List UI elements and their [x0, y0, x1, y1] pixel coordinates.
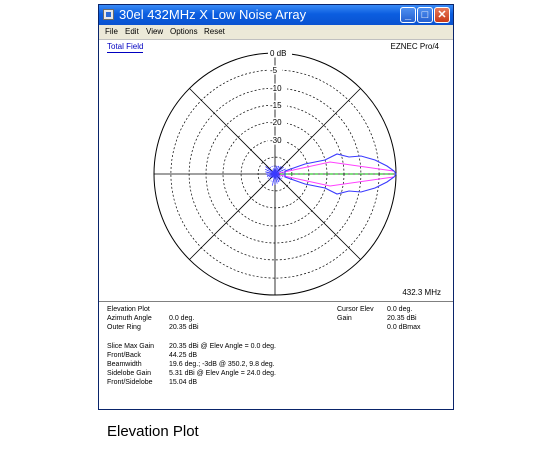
- eznec-window: [98, 4, 454, 410]
- menu-reset[interactable]: Reset: [204, 27, 225, 36]
- sidelobe-gain-value: 5.31 dBi @ Elev Angle = 24.0 deg.: [169, 370, 276, 377]
- close-button[interactable]: ✕: [434, 7, 450, 23]
- maximize-button[interactable]: □: [417, 7, 433, 23]
- ring-label-2: -10: [270, 84, 282, 94]
- ring-label-0: 0 dB: [270, 49, 287, 58]
- menu-file[interactable]: File: [105, 27, 118, 36]
- ring-label-5: -30: [270, 136, 282, 146]
- ring-labels: [268, 49, 292, 146]
- ring-label-1: -5: [270, 65, 278, 75]
- menu-view[interactable]: View: [146, 27, 164, 36]
- beamwidth-label: Beamwidth: [107, 361, 142, 368]
- front-back-value: 44.25 dB: [169, 352, 198, 359]
- minimize-button[interactable]: _: [400, 7, 416, 23]
- ring-label-3: -15: [270, 101, 282, 111]
- info-panel: [99, 301, 453, 410]
- front-sidelobe-label: Front/Sidelobe: [107, 379, 153, 386]
- ring-label-4: -20: [270, 117, 282, 127]
- azimuth-angle-label: Azimuth Angle: [107, 315, 152, 322]
- menu-options[interactable]: Options: [170, 27, 198, 36]
- slice-max-gain-value: 20.35 dBi @ Elev Angle = 0.0 deg.: [169, 343, 276, 350]
- window-title: 30el 432MHz X Low Noise Array: [119, 7, 307, 22]
- sidelobe-gain-label: Sidelobe Gain: [107, 370, 151, 377]
- menu-edit[interactable]: Edit: [125, 27, 139, 36]
- app-icon[interactable]: [103, 9, 114, 20]
- slice-max-gain-label: Slice Max Gain: [107, 343, 155, 350]
- eznec-brand-label: EZNEC Pro/4: [390, 42, 439, 51]
- dbmax-value: 0.0 dBmax: [387, 324, 421, 331]
- figure-caption: Elevation Plot: [107, 423, 199, 440]
- gain-label: Gain: [337, 315, 352, 322]
- cursor-elev-value: 0.0 deg.: [387, 306, 413, 313]
- elevation-plot-label: Elevation Plot: [107, 306, 150, 313]
- title-bar[interactable]: [99, 5, 453, 25]
- plot-area[interactable]: [99, 40, 453, 303]
- polar-plot[interactable]: [99, 40, 453, 303]
- cursor-elev-label: Cursor Elev: [337, 306, 374, 313]
- gain-value: 20.35 dBi: [387, 315, 417, 322]
- front-sidelobe-value: 15.04 dB: [169, 379, 198, 386]
- outer-ring-value: 20.35 dBi: [169, 324, 199, 331]
- frequency-label: 432.3 MHz: [402, 288, 441, 297]
- total-field-label[interactable]: Total Field: [107, 42, 144, 51]
- azimuth-angle-value: 0.0 deg.: [169, 315, 195, 322]
- front-back-label: Front/Back: [107, 352, 141, 359]
- outer-ring-label: Outer Ring: [107, 324, 141, 331]
- menu-bar: [99, 25, 453, 40]
- beamwidth-value: 19.6 deg.; -3dB @ 350.2, 9.8 deg.: [169, 361, 275, 368]
